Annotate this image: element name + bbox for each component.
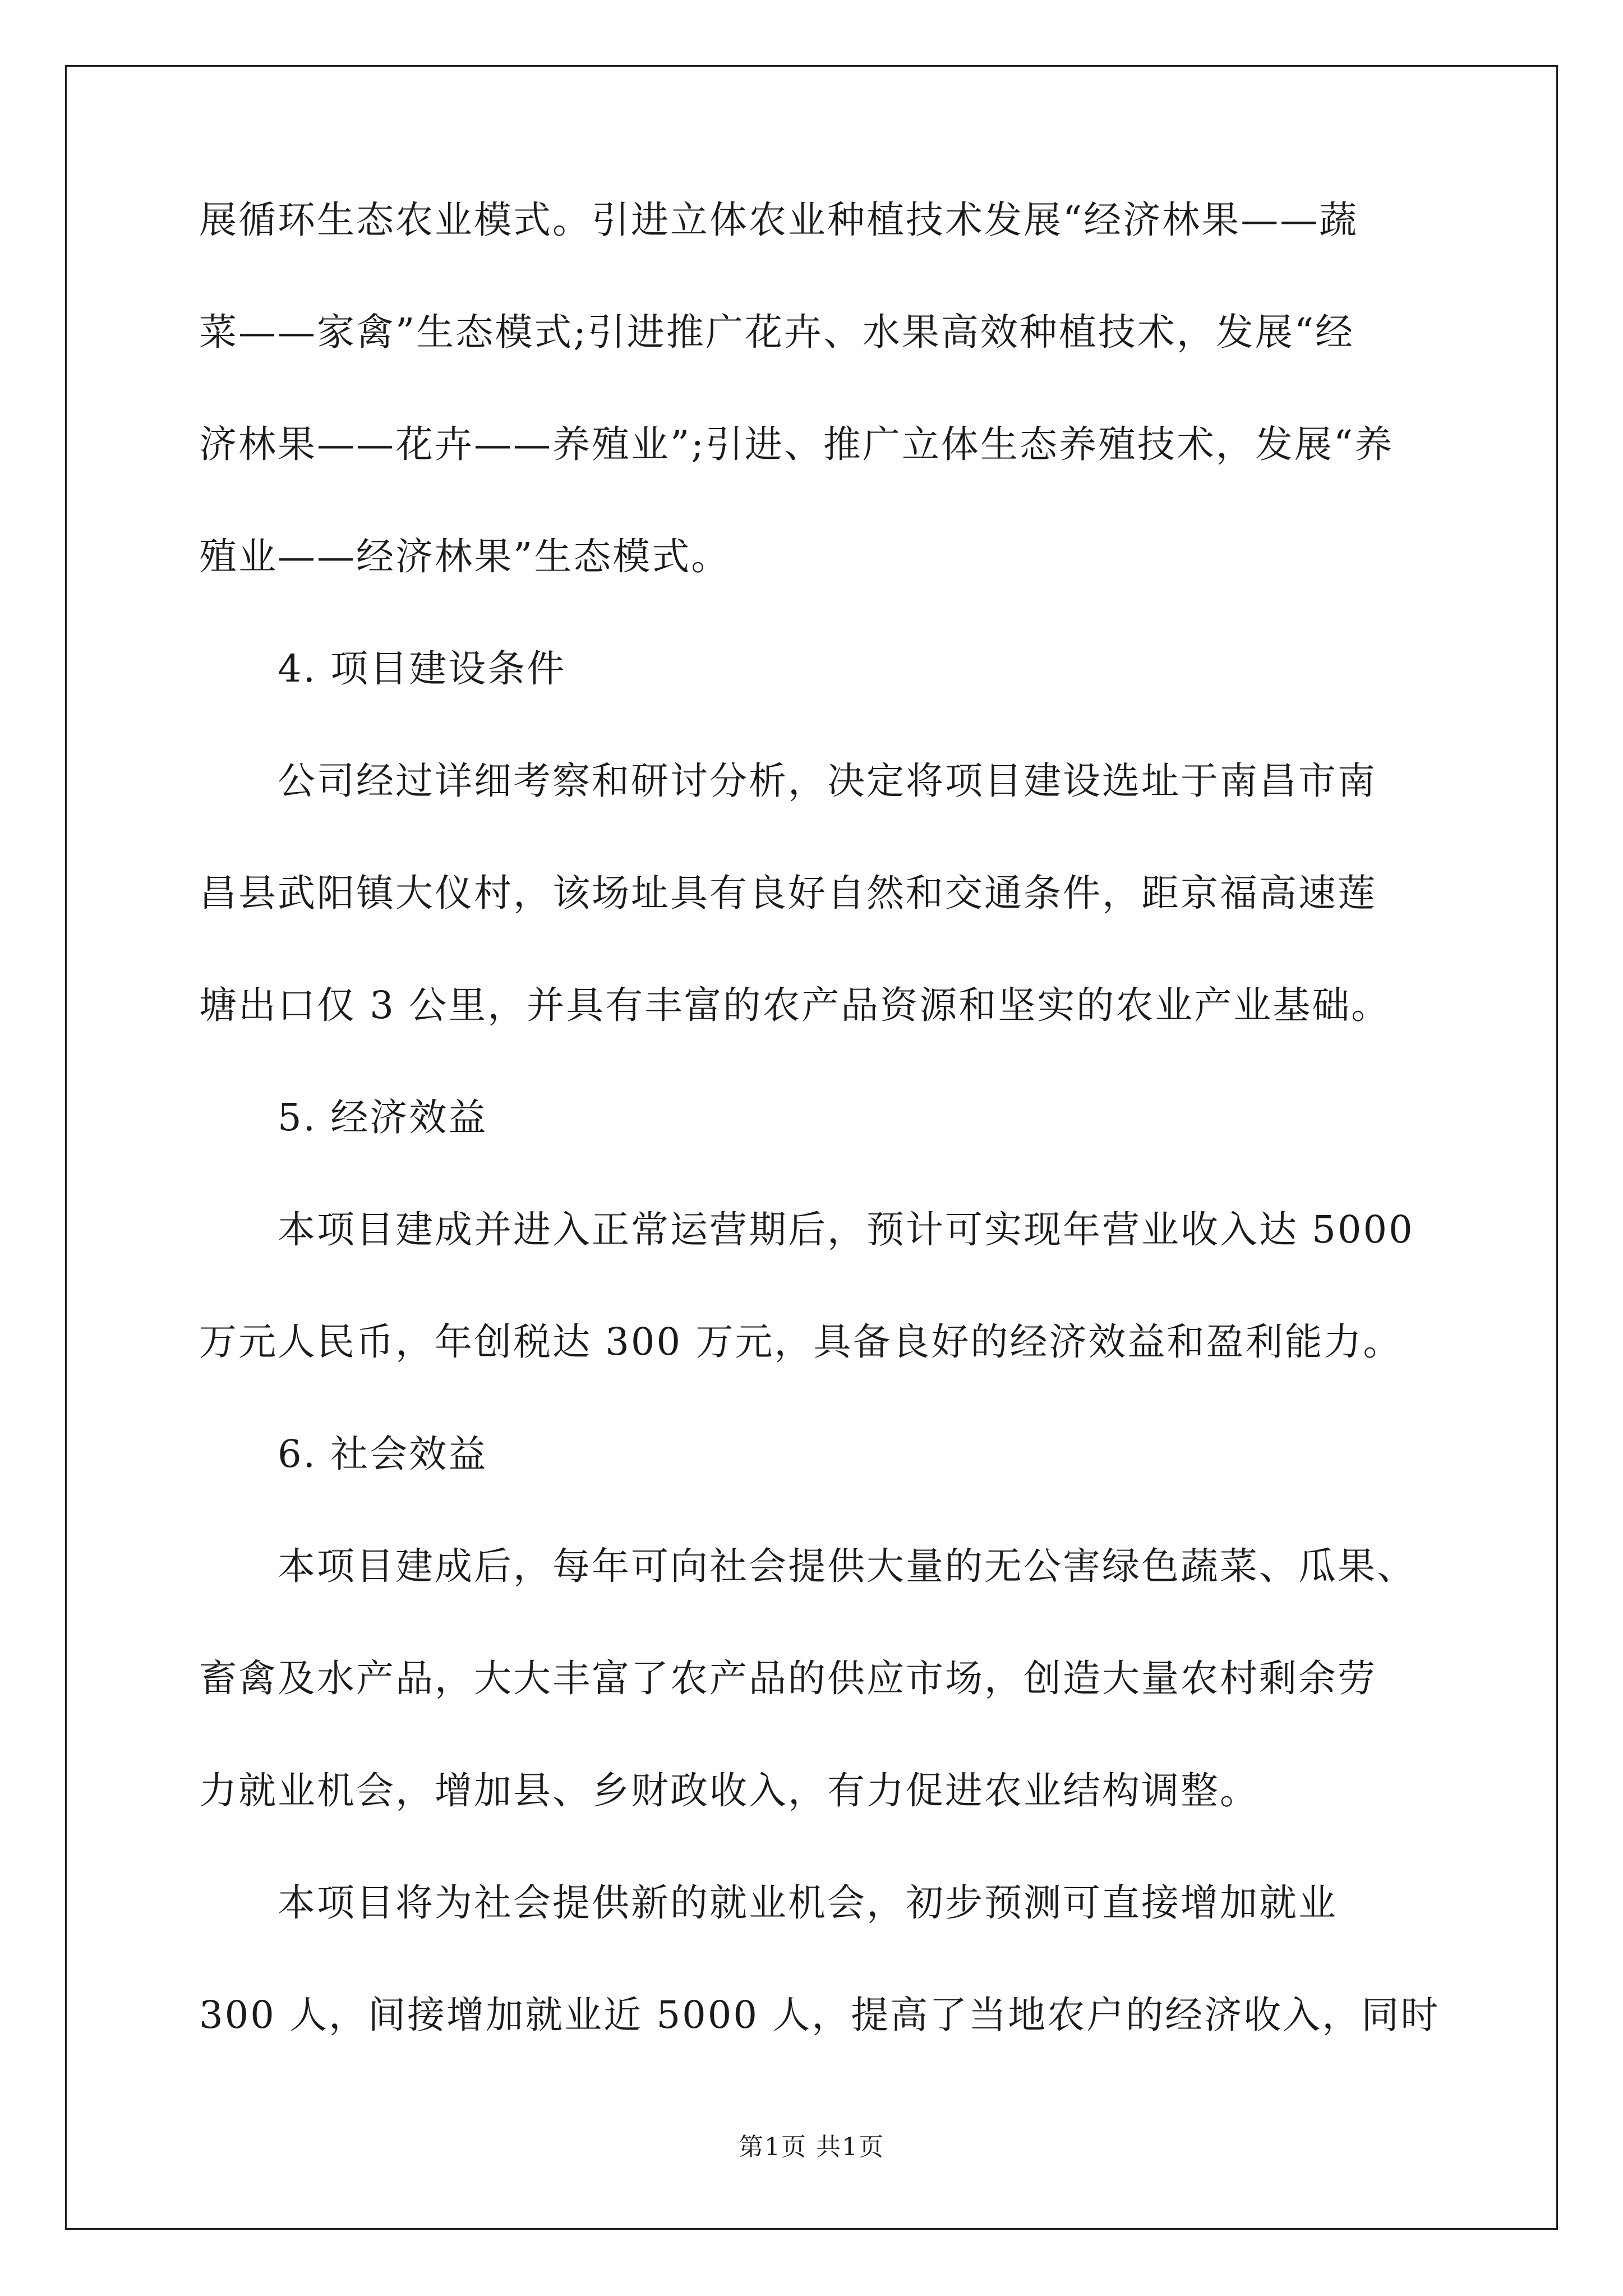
paragraph-line: 菜——家禽”生态模式;引进推广花卉、水果高效种植技术，发展“经 (199, 310, 1355, 354)
paragraph-line: 300 人，间接增加就业近 5000 人，提高了当地农户的经济收入，同时 (199, 1993, 1440, 2037)
page-footer: 第1页 共1页 (739, 2133, 884, 2161)
paragraph-line: 本项目将为社会提供新的就业机会，初步预测可直接增加就业 (278, 1881, 1338, 1925)
paragraph-line: 万元人民币，年创税达 300 万元，具备良好的经济效益和盈利能力。 (199, 1320, 1403, 1364)
paragraph-line: 济林果——花卉——养殖业”;引进、推广立体生态养殖技术，发展“养 (199, 422, 1394, 466)
paragraph-line: 本项目建成并进入正常运营期后，预计可实现年营业收入达 5000 (278, 1208, 1414, 1251)
section-heading: 6. 社会效益 (278, 1432, 488, 1476)
paragraph-line: 昌县武阳镇大仪村，该场址具有良好自然和交通条件，距京福高速莲 (199, 871, 1377, 915)
paragraph-line: 塘出口仅 3 公里，并具有丰富的农产品资源和坚实的农业产业基础。 (199, 983, 1391, 1027)
paragraph-line: 殖业——经济林果”生态模式。 (199, 535, 731, 578)
paragraph-line: 公司经过详细考察和研讨分析，决定将项目建设选址于南昌市南 (278, 759, 1377, 803)
section-heading: 5. 经济效益 (278, 1096, 488, 1139)
section-heading: 4. 项目建设条件 (278, 647, 566, 691)
paragraph-line: 力就业机会，增加县、乡财政收入，有力促进农业结构调整。 (199, 1769, 1259, 1812)
paragraph-line: 展循环生态农业模式。引进立体农业种植技术发展“经济林果——蔬 (199, 198, 1359, 242)
paragraph-line: 畜禽及水产品，大大丰富了农产品的供应市场，创造大量农村剩余劳 (199, 1657, 1377, 1700)
paragraph-line: 本项目建成后，每年可向社会提供大量的无公害绿色蔬菜、瓜果、 (278, 1544, 1416, 1588)
document-body (199, 197, 1461, 2105)
